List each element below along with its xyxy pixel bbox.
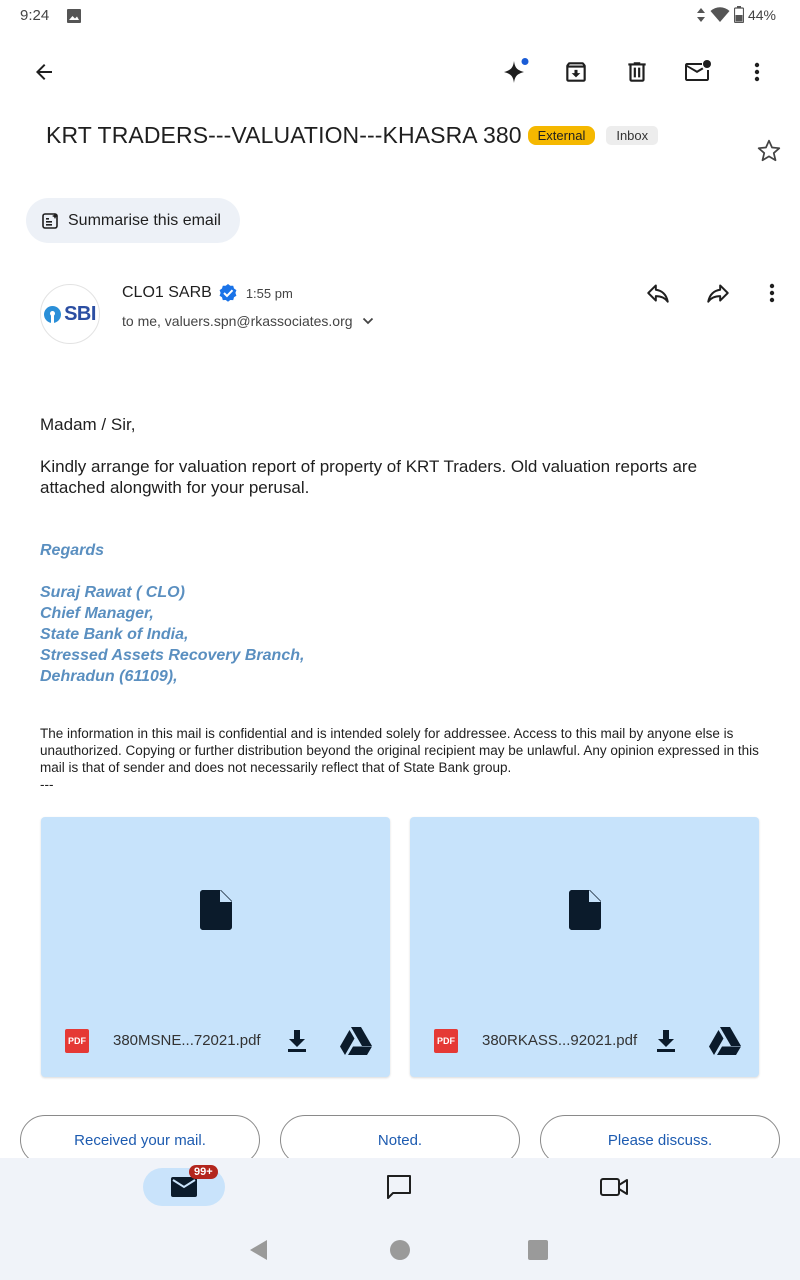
image-notification-icon [66, 8, 82, 29]
sbi-logo-icon [44, 306, 61, 323]
email-subject: KRT TRADERS---VALUATION---KHASRA 380 [46, 122, 522, 148]
pdf-badge-icon: PDF [65, 1029, 89, 1053]
video-camera-icon [600, 1176, 628, 1198]
recipients-text: to me, valuers.spn@rkassociates.org [122, 313, 353, 329]
star-button[interactable] [752, 134, 786, 168]
signature-line: Suraj Rawat ( CLO) [40, 584, 185, 601]
drive-icon [709, 1027, 741, 1055]
forward-button[interactable] [698, 276, 738, 310]
sender-name[interactable]: CLO1 SARB [122, 284, 212, 301]
subject-row [46, 122, 746, 149]
nav-meet-tab[interactable] [593, 1168, 635, 1206]
disclaimer-text: The information in this mail is confidential and is intended solely for addressee. Access to this mail by anyone else is unauthorized. Copying or further distribution beyond the original recipient may be unlawful. Any opinion expressed in this mail is that of sender and does not necessarily reflect that of State Bank group. [40, 726, 759, 775]
message-body: Kindly arrange for valuation report of property of KRT Traders. Old valuation reports are attached alongwith for your perusal. [40, 457, 698, 497]
chat-icon [385, 1174, 413, 1200]
summarise-icon [42, 212, 60, 230]
chevron-down-icon [361, 314, 375, 328]
forward-icon [705, 280, 731, 306]
back-button[interactable] [20, 48, 68, 96]
status-indicators [696, 6, 776, 23]
download-button[interactable] [652, 1027, 680, 1055]
battery-icon [734, 6, 744, 23]
inbox-label-chip[interactable]: Inbox [606, 126, 658, 145]
recipients-toggle[interactable] [122, 313, 375, 329]
top-app-bar [0, 40, 800, 104]
download-button[interactable] [283, 1027, 311, 1055]
signature-line: Dehradun (61109), [40, 668, 178, 685]
signature-line: Stressed Assets Recovery Branch, [40, 647, 305, 664]
trash-icon [624, 59, 650, 85]
reply-button[interactable] [638, 276, 678, 310]
message-more-button[interactable] [752, 276, 792, 310]
more-vert-icon [760, 281, 784, 305]
attachment-name: 380RKASS...92021.pdf [482, 1032, 638, 1049]
external-label-chip: External [528, 126, 596, 145]
reply-icon [645, 280, 671, 306]
file-icon [569, 890, 601, 930]
drive-icon [340, 1027, 372, 1055]
gemini-button[interactable] [492, 48, 540, 96]
save-to-drive-button[interactable] [339, 1027, 373, 1055]
sender-line [122, 283, 293, 303]
nav-mail-tab[interactable] [143, 1168, 225, 1206]
download-icon [286, 1029, 308, 1053]
pdf-badge-icon: PDF [434, 1029, 458, 1053]
smart-reply-button[interactable]: Noted. [280, 1115, 520, 1165]
sparkle-icon [501, 57, 531, 87]
verified-badge-icon [218, 283, 238, 303]
separator-text: --- [40, 777, 54, 792]
more-vert-icon [745, 60, 769, 84]
summarise-label: Summarise this email [68, 211, 221, 229]
file-icon [200, 890, 232, 930]
message-time: 1:55 pm [245, 285, 293, 301]
signature-regards: Regards [40, 542, 105, 559]
disclaimer [40, 725, 760, 793]
mark-unread-button[interactable] [674, 48, 722, 96]
wifi-icon [710, 7, 730, 23]
attachment-footer [41, 1027, 390, 1055]
download-icon [655, 1029, 677, 1053]
attachment-name: 380MSNE...72021.pdf [113, 1032, 261, 1049]
attachment-card[interactable] [410, 817, 759, 1077]
battery-level: 44% [747, 6, 776, 23]
archive-icon [563, 59, 589, 85]
star-outline-icon [756, 138, 782, 164]
summarise-email-button[interactable] [26, 198, 240, 243]
delete-button[interactable] [613, 48, 661, 96]
sender-avatar[interactable] [40, 284, 100, 344]
attachment-footer [410, 1027, 759, 1055]
system-recents-icon[interactable] [526, 1238, 550, 1262]
system-back-icon[interactable] [247, 1238, 271, 1262]
system-home-icon[interactable] [388, 1238, 412, 1262]
data-arrows-icon [696, 7, 706, 23]
nav-chat-tab[interactable] [378, 1168, 420, 1206]
smart-reply-button[interactable]: Please discuss. [540, 1115, 780, 1165]
signature-line: Chief Manager, [40, 605, 154, 622]
status-time: 9:24 [20, 7, 50, 24]
arrow-back-icon [32, 60, 56, 84]
mail-unread-icon [683, 59, 713, 85]
avatar-text: SBI [64, 302, 96, 325]
more-options-button[interactable] [733, 48, 781, 96]
archive-button[interactable] [552, 48, 600, 96]
status-bar [0, 0, 800, 32]
attachment-card[interactable] [41, 817, 390, 1077]
mail-icon [170, 1176, 198, 1198]
signature-line: State Bank of India, [40, 626, 189, 643]
greeting: Madam / Sir, [40, 415, 136, 434]
unread-count-badge: 99+ [189, 1165, 218, 1179]
save-to-drive-button[interactable] [708, 1027, 742, 1055]
smart-reply-button[interactable]: Received your mail. [20, 1115, 260, 1165]
